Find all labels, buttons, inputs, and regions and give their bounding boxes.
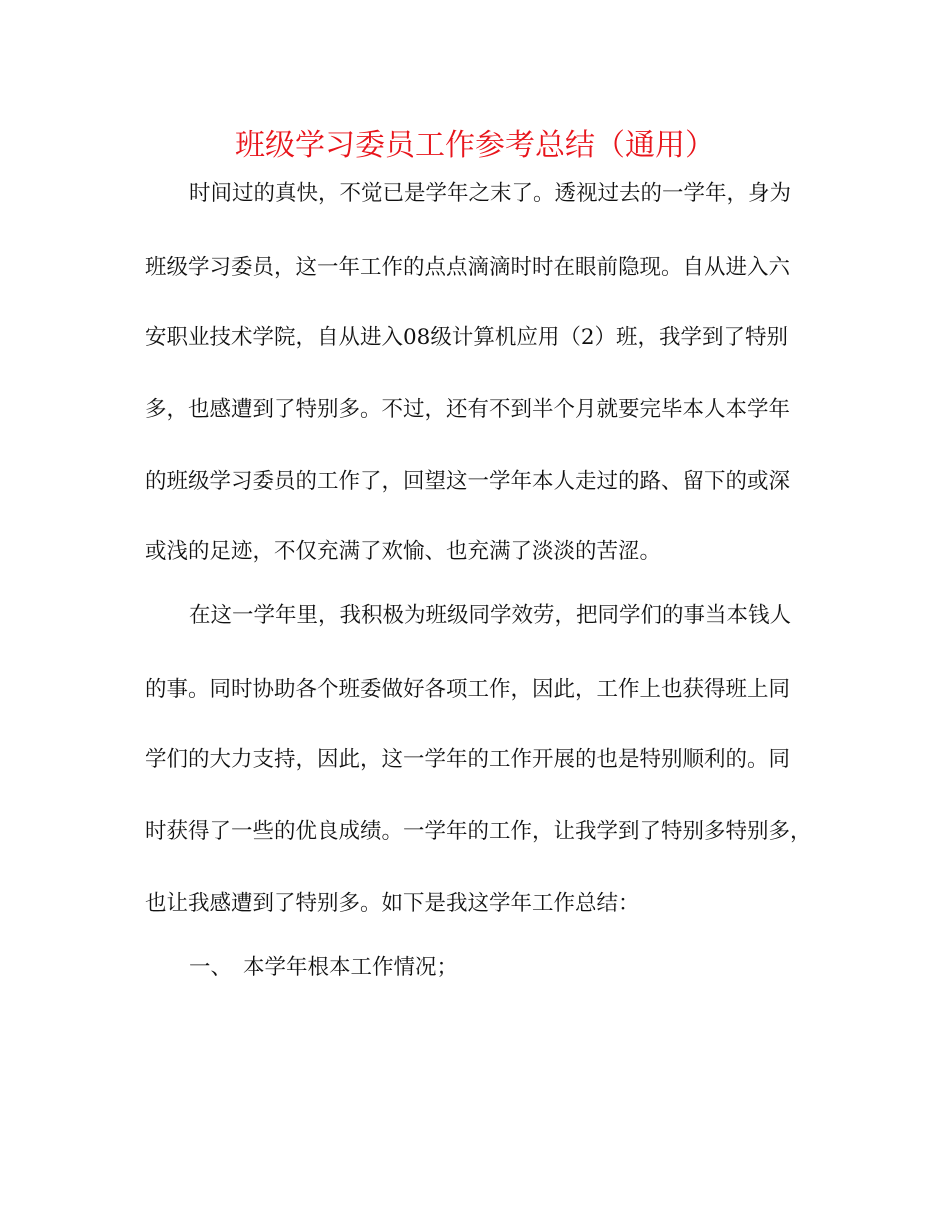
section-heading: [189, 950, 458, 986]
paragraph-1-line-5: 的班级学习委员的工作了，回望这一学年本人走过的路、留下的或深: [145, 469, 791, 494]
paragraph-2-line-1: 在这一学年里，我积极为班级同学效劳，把同学们的事当本钱人: [189, 603, 792, 628]
section-heading-number: 一、: [189, 955, 233, 980]
paragraph-2-line-4: 时获得了一些的优良成绩。一学年的工作，让我学到了特别多特别多，: [145, 819, 812, 844]
document-title: 班级学习委员工作参考总结（通用）: [235, 128, 715, 163]
paragraph-1-line-3: 安职业技术学院，自从进入08级计算机应用（2）班，我学到了特别: [145, 325, 789, 350]
paragraph-2-line-2: 的事。同时协助各个班委做好各项工作，因此，工作上也获得班上同: [145, 677, 791, 702]
paragraph-2-line-5: 也让我感遭到了特别多。如下是我这学年工作总结：: [145, 891, 640, 916]
paragraph-2-line-3: 学们的大力支持，因此，这一学年的工作开展的也是特别顺利的。同: [145, 747, 791, 772]
paragraph-1-line-1: 时间过的真快，不觉已是学年之末了。透视过去的一学年，身为: [189, 181, 792, 206]
paragraph-1-line-2: 班级学习委员，这一年工作的点点滴滴时时在眼前隐现。自从进入六: [145, 255, 791, 280]
section-heading-text: 本学年根本工作情况；: [243, 955, 459, 980]
paragraph-1-line-4: 多，也感遭到了特别多。不过，还有不到半个月就要完毕本人本学年: [145, 397, 791, 422]
paragraph-1-line-6: 或浅的足迹，不仅充满了欢愉、也充满了淡淡的苦涩。: [145, 539, 662, 564]
